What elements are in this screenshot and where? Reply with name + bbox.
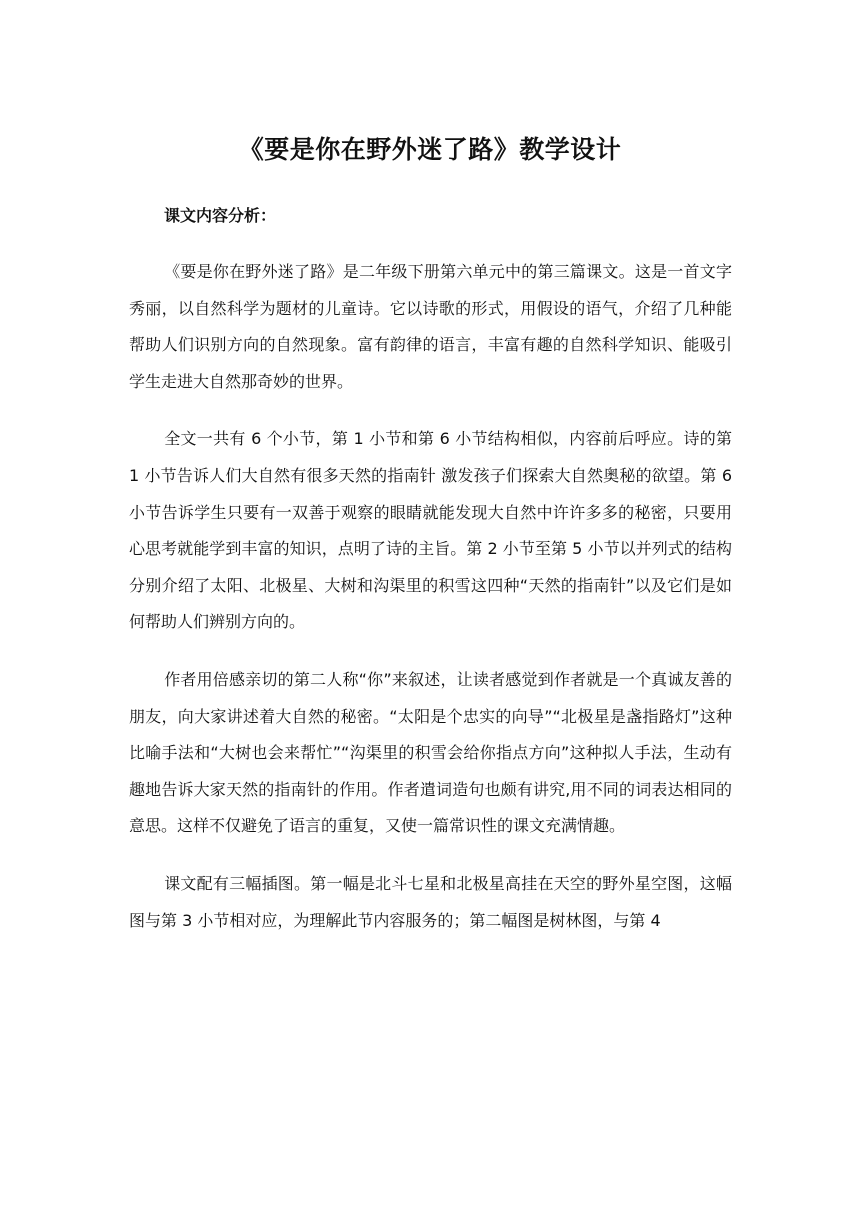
document-body — [129, 200, 732, 939]
section-heading: 课文内容分析： — [164, 206, 277, 225]
paragraph-intro: 《要是你在野外迷了路》是二年级下册第六单元中的第三篇课文。这是一首文字秀丽，以自然科学为题材的儿童诗。它以诗歌的形式，用假设的语气，介绍了几种能帮助人们识别方向的自然现象。富有韵律的语言，丰富有趣的自然科学知识、能吸引学生走进大自然那奇妙的世界。 — [129, 262, 732, 391]
paragraph-language: 作者用倍感亲切的第二人称“你”来叙述，让读者感觉到作者就是一个真诚友善的朋友，向大家讲述着大自然的秘密。“太阳是个忠实的向导”“北极星是盏指路灯”这种比喻手法和“大树也会来帮忙”“沟渠里的积雪会给你指点方向”这种拟人手法，生动有趣地告诉大家天然的指南针的作用。作者遣词造句也颇有讲究,用不同的词表达相同的意思。这样不仅避免了语言的重复，又使一篇常识性的课文充满情趣。 — [129, 669, 732, 836]
document-title: 《要是你在野外迷了路》教学设计 — [238, 135, 622, 164]
paragraph-illustrations: 课文配有三幅插图。第一幅是北斗七星和北极星高挂在天空的野外星空图，这幅图与第 3 小节相对应，为理解此节内容服务的；第二幅图是树林图，与第 4 — [129, 873, 732, 930]
paragraph-structure: 全文一共有 6 个小节，第 1 小节和第 6 小节结构相似，内容前后呼应。诗的第 1 小节告诉人们大自然有很多天然的指南针 激发孩子们探索大自然奥秘的欲望。第 6 小节告诉学生只要有一双善于观察的眼睛就能发现大自然中许许多多的秘密，只要用心思考就能学到丰富的知识，点明了诗的主旨。第 2 小节至第 5 小节以并列式的结构分别介绍了太阳、北极星、大树和沟渠里的积雪这四种“天然的指南针”以及它们是如何帮助人们辨别方向的。 — [129, 429, 732, 632]
